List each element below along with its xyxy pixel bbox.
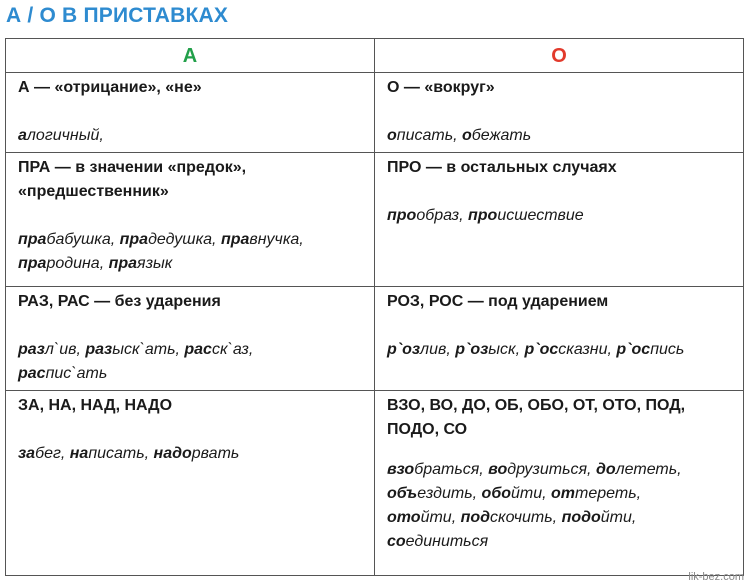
table-row <box>6 391 744 576</box>
prefix-highlight: за <box>18 445 36 462</box>
example-line <box>18 442 366 466</box>
word-rest: ыск, <box>488 341 525 358</box>
prefix-highlight: пра <box>18 231 47 248</box>
word-rest: ыск`ать, <box>112 341 185 358</box>
column-header-o: О <box>375 39 744 73</box>
example-line <box>387 204 735 228</box>
example-line <box>387 124 735 148</box>
rule-heading: «предшественник» <box>18 183 169 200</box>
table-row <box>6 287 744 391</box>
example-line <box>387 530 735 554</box>
word-rest: браться, <box>414 461 489 478</box>
word-rest: йти, <box>511 485 552 502</box>
prefix-highlight: р`оз <box>387 341 421 358</box>
word-rest: единиться <box>405 533 489 550</box>
cell-a <box>6 391 375 576</box>
word-rest: логичный, <box>26 127 104 144</box>
word-rest: язык <box>137 255 173 272</box>
rule-heading: РАЗ, РАС — без ударения <box>18 293 221 310</box>
table-header-row <box>6 39 744 73</box>
prefix-highlight: от <box>551 485 576 502</box>
prefix-highlight: р`ос <box>616 341 651 358</box>
prefix-highlight: пра <box>119 231 149 248</box>
prefix-highlight: про <box>387 207 417 224</box>
prefix-highlight: о <box>387 127 397 144</box>
cell-o <box>375 391 744 576</box>
word-rest: йти, <box>420 509 461 526</box>
page-title: А / О В ПРИСТАВКАХ <box>6 4 229 27</box>
rule-heading: ВЗО, ВО, ДО, ОБ, ОБО, ОТ, ОТО, ПОД, <box>387 397 686 414</box>
prefix-table <box>5 38 744 576</box>
example-line <box>18 338 366 362</box>
prefix-highlight: надо <box>153 445 192 462</box>
prefix-highlight: пра <box>220 231 250 248</box>
word-rest: образ, <box>416 207 468 224</box>
prefix-highlight: подо <box>561 509 601 526</box>
rule-heading: А — «отрицание», «не» <box>18 79 202 96</box>
prefix-highlight: р`ос <box>524 341 559 358</box>
prefix-highlight: раз <box>18 341 45 358</box>
cell-a <box>6 287 375 391</box>
prefix-highlight: обо <box>481 485 511 502</box>
prefix-highlight: во <box>488 461 508 478</box>
prefix-highlight: ото <box>387 509 421 526</box>
word-rest: скочить, <box>490 509 562 526</box>
word-rest: дедушка, <box>148 231 221 248</box>
word-rest: писать, <box>396 127 463 144</box>
cell-a <box>6 73 375 153</box>
example-line <box>387 506 735 530</box>
word-rest: бежать <box>471 127 532 144</box>
word-rest: родина, <box>46 255 109 272</box>
prefix-highlight: рас <box>184 341 212 358</box>
word-rest: писать, <box>88 445 154 462</box>
word-rest: внучка, <box>249 231 304 248</box>
cell-o <box>375 287 744 391</box>
prefix-highlight: под <box>460 509 491 526</box>
word-rest: пис`ать <box>45 365 108 382</box>
rule-heading: ПРА — в значении «предок», <box>18 159 247 176</box>
watermark: lik-bez.com <box>688 571 744 583</box>
example-line <box>18 252 366 276</box>
example-line <box>18 228 366 252</box>
word-rest: исшествие <box>497 207 584 224</box>
word-rest: пись <box>650 341 685 358</box>
prefix-highlight: р`оз <box>455 341 489 358</box>
prefix-highlight: про <box>468 207 498 224</box>
example-line <box>387 482 735 506</box>
rule-heading: О — «вокруг» <box>387 79 495 96</box>
column-header-a: А <box>6 39 375 73</box>
prefix-highlight: раз <box>85 341 113 358</box>
word-rest: ездить, <box>417 485 482 502</box>
prefix-highlight: рас <box>18 365 46 382</box>
rule-heading: ПРО — в остальных случаях <box>387 159 617 176</box>
example-line <box>18 362 366 386</box>
prefix-highlight: объ <box>387 485 418 502</box>
word-rest: лететь, <box>615 461 682 478</box>
prefix-highlight: взо <box>387 461 415 478</box>
rule-heading: ЗА, НА, НАД, НАДО <box>18 397 173 414</box>
word-rest: ск`аз, <box>211 341 254 358</box>
word-rest: бег, <box>35 445 70 462</box>
word-rest: сказни, <box>558 341 617 358</box>
example-line <box>387 458 735 482</box>
word-rest: рвать <box>191 445 240 462</box>
example-line <box>18 124 366 148</box>
prefix-highlight: пра <box>18 255 47 272</box>
cell-a <box>6 153 375 287</box>
word-rest: бабушка, <box>46 231 120 248</box>
rule-heading: ПОДО, СО <box>387 421 468 438</box>
rule-heading: РОЗ, РОС — под ударением <box>387 293 609 310</box>
cell-o <box>375 153 744 287</box>
prefix-highlight: на <box>69 445 89 462</box>
word-rest: лив, <box>420 341 456 358</box>
prefix-highlight: о <box>462 127 472 144</box>
prefix-highlight: пра <box>108 255 138 272</box>
word-rest: йти, <box>600 509 637 526</box>
cell-o <box>375 73 744 153</box>
prefix-highlight: со <box>387 533 406 550</box>
example-line <box>387 338 735 362</box>
table-row <box>6 73 744 153</box>
word-rest: л`ив, <box>44 341 86 358</box>
word-rest: друзиться, <box>507 461 596 478</box>
table-row <box>6 153 744 287</box>
word-rest: тереть, <box>575 485 642 502</box>
prefix-highlight: до <box>595 461 616 478</box>
prefix-highlight: а <box>18 127 27 144</box>
